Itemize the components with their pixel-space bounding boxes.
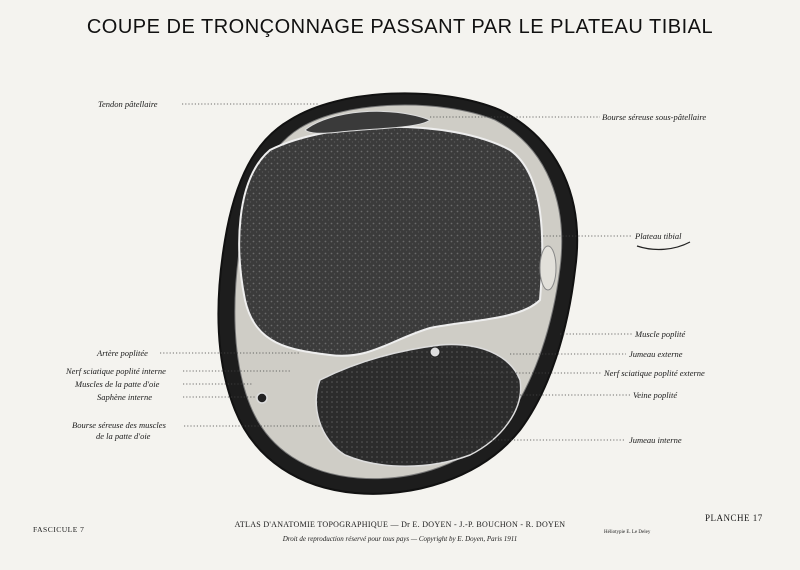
- label-jumeau-interne: Jumeau interne: [629, 435, 682, 445]
- label-bourse-sous-patellaire: Bourse séreuse sous-pâtellaire: [602, 112, 707, 122]
- handwritten-mark: [637, 242, 690, 249]
- label-bourse-sereuse-muscles: Bourse séreuse des muscles: [72, 420, 166, 430]
- label-veine-poplite: Veine poplité: [633, 390, 678, 400]
- label-nerf-sciatique-externe: Nerf sciatique poplité externe: [604, 368, 705, 378]
- popliteal-vessel: [430, 347, 440, 357]
- atlas-credit: ATLAS D'ANATOMIE TOPOGRAPHIQUE — Dr E. DOYEN - J.-P. BOUCHON - R. DOYEN: [234, 520, 566, 529]
- printer-credit: Héliotypie E. Le Deley: [604, 530, 651, 535]
- label-artere-poplitee: Artère poplitée: [97, 348, 148, 358]
- label-muscle-poplite: Muscle poplité: [635, 329, 686, 339]
- saphenous-vein: [257, 393, 267, 403]
- planche-number: PLANCHE 17: [705, 513, 763, 523]
- plate-title: COUPE DE TRONÇONNAGE PASSANT PAR LE PLATEAU TIBIAL: [86, 16, 714, 38]
- label-tendon-patellaire: Tendon pâtellaire: [98, 99, 158, 109]
- label-jumeau-externe: Jumeau externe: [629, 349, 683, 359]
- label-patte-oie: de la patte d'oie: [96, 431, 151, 441]
- label-muscles-patte-oie: Muscles de la patte d'oie: [75, 379, 160, 389]
- label-saphene-interne: Saphène interne: [97, 392, 152, 402]
- label-plateau-tibial: Plateau tibial: [635, 231, 682, 241]
- fascicule-number: FASCICULE 7: [33, 525, 85, 534]
- label-nerf-sciatique-interne: Nerf sciatique poplité interne: [66, 366, 166, 376]
- copyright-notice: Droit de reproduction réservé pour tous pays — Copyright by E. Doyen, Paris 1911: [282, 535, 518, 543]
- lateral-bursa: [540, 246, 556, 290]
